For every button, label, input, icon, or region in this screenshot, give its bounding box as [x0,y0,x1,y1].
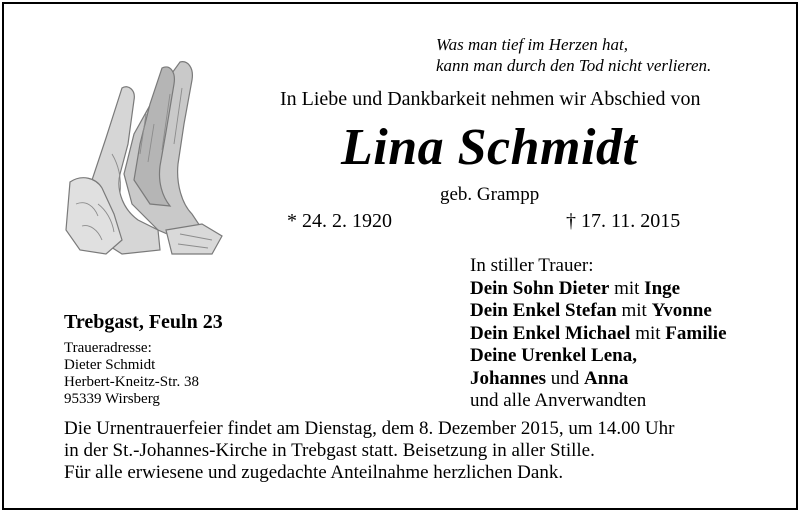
epigraph-quote [436,34,711,76]
mourning-address [64,340,199,408]
mourners-list [470,255,727,413]
mourner-name: Dein Enkel Michael [470,322,631,344]
closing-line: Die Urnentrauerfeier findet am Dienstag, dem 8. Dezember 2015, um 14.00 Uhr [64,418,675,439]
death-date: † 17. 11. 2015 [566,210,681,232]
mourner-name: Inge [644,277,681,299]
mourner-connector: mit [609,277,645,299]
mourner-lines [470,278,727,413]
mourner-line [470,368,727,391]
quote-line: Was man tief im Herzen hat, [436,35,629,54]
address-street: Herbert-Kneitz-Str. 38 [64,374,199,390]
mourner-line [470,323,727,346]
residence: Trebgast, Feuln 23 [64,311,223,333]
mourner-line [470,278,727,301]
mourner-line [470,300,727,323]
maiden-name: geb. Grampp [440,184,540,205]
deceased-name: Lina Schmidt [341,119,638,176]
mourner-connector: mit [630,322,666,344]
mourner-name: Dein Enkel Stefan [470,300,617,321]
mourner-name: Deine Urenkel Lena, [470,345,637,366]
mourner-connector: mit [616,300,652,321]
praying-hands-icon [62,54,232,259]
mourner-line [470,390,727,413]
mourner-line [470,345,727,368]
address-name: Dieter Schmidt [64,357,156,373]
mourner-name: Dein Sohn Dieter [470,277,610,299]
mourners-intro: In stiller Trauer: [470,255,594,276]
closing-line: in der St.-Johannes-Kirche in Trebgast statt. Beisetzung in aller Stille. [64,440,595,461]
mourner-name: Johannes [470,367,547,389]
farewell-intro: In Liebe und Dankbarkeit nehmen wir Abschied von [280,88,701,110]
quote-line: kann man durch den Tod nicht verlieren. [436,56,712,75]
mourner-name: Yvonne [651,300,712,321]
service-announcement [64,418,674,484]
mourner-name: Anna [584,367,629,389]
mourner-connector: und [546,367,585,389]
address-label: Traueradresse: [64,340,152,356]
birth-date: * 24. 2. 1920 [287,210,392,232]
mourner-connector: und alle Anverwandten [470,390,647,411]
mourner-name: Familie [665,322,727,344]
closing-line: Für alle erwiesene und zugedachte Anteilnahme herzlichen Dank. [64,462,564,483]
address-city: 95339 Wirsberg [64,391,160,407]
